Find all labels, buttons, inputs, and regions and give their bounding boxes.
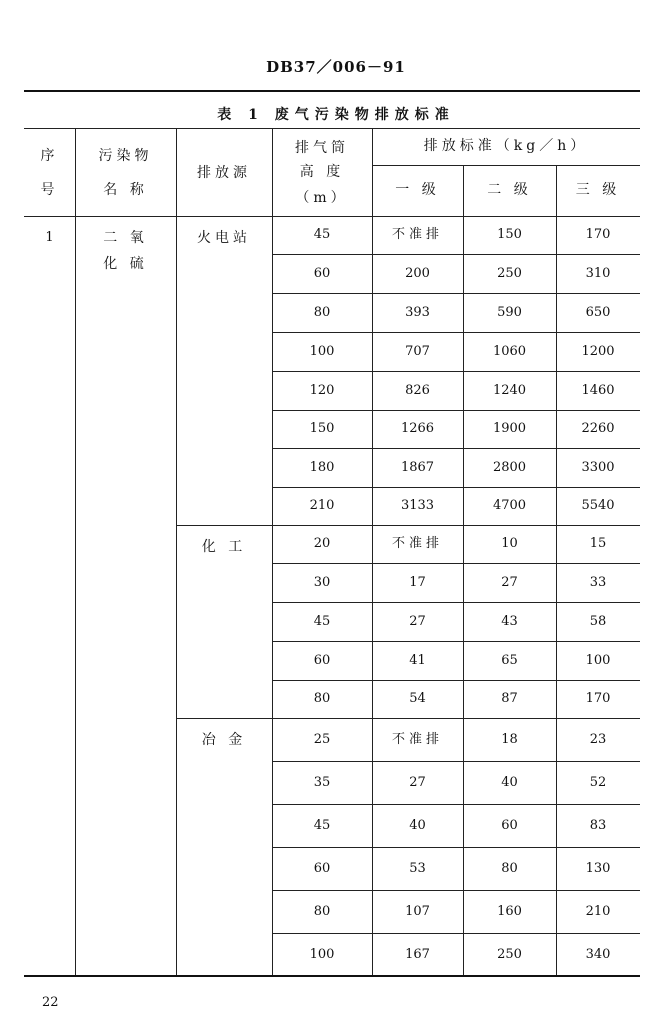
bottom-rule <box>24 975 640 977</box>
row-divider-line <box>176 718 640 719</box>
page-number: 22 <box>42 995 59 1010</box>
grade3-cell: 3300 <box>581 459 615 475</box>
pollutant-name-1: 二 氧 <box>103 230 148 246</box>
stack-height-cell: 30 <box>313 574 331 590</box>
grade3-cell: 130 <box>585 860 611 876</box>
grade3-cell: 52 <box>589 774 607 790</box>
stack-height-cell: 35 <box>313 774 331 790</box>
header-pollutant-2: 名 称 <box>103 182 148 198</box>
stack-height-cell: 45 <box>313 227 331 242</box>
grade2-cell: 10 <box>501 536 518 551</box>
grade3-cell: 650 <box>585 304 611 320</box>
grade2-cell: 1900 <box>492 421 527 436</box>
grade3-cell: 1460 <box>581 382 615 398</box>
stack-height-cell: 120 <box>309 382 335 398</box>
grade3-cell: 33 <box>589 574 607 590</box>
source-name: 冶 金 <box>201 732 247 748</box>
grade3-cell: 170 <box>585 691 611 706</box>
row-divider-line <box>272 448 640 449</box>
grade2-cell: 27 <box>501 574 518 590</box>
grade2-cell: 4700 <box>492 498 527 513</box>
header-standard: 排放标准（kg／h） <box>423 138 589 154</box>
grade2-cell: 40 <box>501 774 518 790</box>
stack-height-cell: 150 <box>309 421 335 436</box>
header-grade-1: 一 级 <box>395 182 440 198</box>
grade1-cell: 54 <box>409 691 426 706</box>
stack-height-cell: 80 <box>313 691 331 706</box>
grade2-cell: 150 <box>497 227 522 242</box>
header-bottom-line <box>24 216 640 217</box>
grade2-cell: 250 <box>497 946 522 962</box>
stack-height-cell: 60 <box>313 265 331 281</box>
grade-column-divider-line <box>556 165 557 976</box>
grade-column-divider-line <box>463 165 464 976</box>
row-divider-line <box>272 563 640 564</box>
grade3-cell: 83 <box>589 817 607 833</box>
row-divider-line <box>272 602 640 603</box>
row-divider-line <box>272 254 640 255</box>
header-seq-1: 序 <box>40 148 59 164</box>
grade2-cell: 2800 <box>492 459 527 475</box>
stack-height-cell: 60 <box>313 860 331 876</box>
grade2-cell: 87 <box>501 691 518 706</box>
stack-height-cell: 25 <box>313 731 331 747</box>
stack-height-cell: 210 <box>309 498 335 513</box>
row-divider-line <box>272 761 640 762</box>
header-source: 排放源 <box>197 165 251 181</box>
grade-divider-line <box>372 165 640 166</box>
grade3-cell: 100 <box>585 652 611 668</box>
grade1-cell: 3133 <box>400 498 435 513</box>
row-divider-line <box>272 487 640 488</box>
header-grade-3: 三 级 <box>575 182 621 198</box>
grade2-cell: 65 <box>501 652 518 668</box>
grade1-cell: 1867 <box>400 459 435 475</box>
grade1-cell: 200 <box>405 265 430 281</box>
stack-height-cell: 60 <box>313 652 331 668</box>
grade2-cell: 590 <box>497 304 522 320</box>
top-rule <box>24 90 640 92</box>
grade1-cell: 107 <box>405 903 430 919</box>
header-stack-3: （m） <box>295 190 349 206</box>
grade1-cell: 17 <box>409 574 426 590</box>
grade1-cell: 1266 <box>400 421 435 436</box>
stack-height-cell: 80 <box>313 304 331 320</box>
row-divider-line <box>272 332 640 333</box>
grade2-cell: 1060 <box>492 343 527 359</box>
grade1-cell: 27 <box>409 774 426 790</box>
grade1-cell: 826 <box>405 382 430 398</box>
grade1-cell: 393 <box>405 304 430 320</box>
row-divider-line <box>272 680 640 681</box>
row-divider-line <box>272 890 640 891</box>
grade2-cell: 80 <box>501 860 518 876</box>
grade3-cell: 58 <box>589 613 607 629</box>
grade1-cell: 41 <box>409 652 426 668</box>
stack-height-cell: 20 <box>313 536 331 551</box>
column-divider-line <box>372 128 373 976</box>
row-divider-line <box>272 293 640 294</box>
grade2-cell: 18 <box>501 731 518 747</box>
row-divider-line <box>272 933 640 934</box>
grade1-cell: 707 <box>405 343 430 359</box>
row-divider-line <box>176 525 640 526</box>
row-divider-line <box>272 410 640 411</box>
row-divider-line <box>272 641 640 642</box>
grade3-cell: 5540 <box>581 498 615 513</box>
grade3-cell: 210 <box>585 903 611 919</box>
grade1-cell: 不准排 <box>391 227 443 242</box>
grade1-cell: 167 <box>405 946 430 962</box>
source-name: 化 工 <box>201 539 247 555</box>
header-stack-2: 高 度 <box>299 164 345 180</box>
row-divider-line <box>272 371 640 372</box>
grade2-cell: 60 <box>501 817 518 833</box>
stack-height-cell: 100 <box>309 946 335 962</box>
stack-height-cell: 45 <box>313 613 331 629</box>
header-pollutant-1: 污染物 <box>98 148 153 164</box>
grade3-cell: 23 <box>589 731 607 747</box>
grade3-cell: 2260 <box>581 421 615 436</box>
grade2-cell: 1240 <box>492 382 527 398</box>
grade2-cell: 43 <box>501 613 518 629</box>
header-stack-1: 排气筒 <box>295 140 349 156</box>
row-divider-line <box>272 804 640 805</box>
grade3-cell: 15 <box>589 536 607 551</box>
row-divider-line <box>272 847 640 848</box>
stack-height-cell: 100 <box>309 343 335 359</box>
grade3-cell: 340 <box>585 946 611 962</box>
stack-height-cell: 180 <box>309 459 335 475</box>
grade2-cell: 160 <box>497 903 522 919</box>
header-grade-2: 二 级 <box>487 182 532 198</box>
grade2-cell: 250 <box>497 265 522 281</box>
stack-height-cell: 80 <box>313 903 331 919</box>
header-seq-2: 号 <box>40 182 59 198</box>
stack-height-cell: 45 <box>313 817 331 833</box>
grade3-cell: 310 <box>585 265 611 281</box>
grade3-cell: 170 <box>585 227 611 242</box>
header-top-line <box>24 128 640 129</box>
column-divider-line <box>272 128 273 976</box>
pollutant-name-2: 化 硫 <box>103 256 148 272</box>
grade3-cell: 1200 <box>581 343 615 359</box>
grade1-cell: 不准排 <box>391 536 443 551</box>
grade1-cell: 40 <box>409 817 426 833</box>
seq-number: 1 <box>45 230 54 245</box>
grade1-cell: 27 <box>409 613 426 629</box>
source-name: 火电站 <box>197 230 251 246</box>
document-code: DB37／006－91 <box>266 58 406 76</box>
table-caption: 表 1 废气污染物排放标准 <box>217 107 455 123</box>
grade1-cell: 53 <box>409 860 426 876</box>
grade1-cell: 不准排 <box>391 731 443 747</box>
